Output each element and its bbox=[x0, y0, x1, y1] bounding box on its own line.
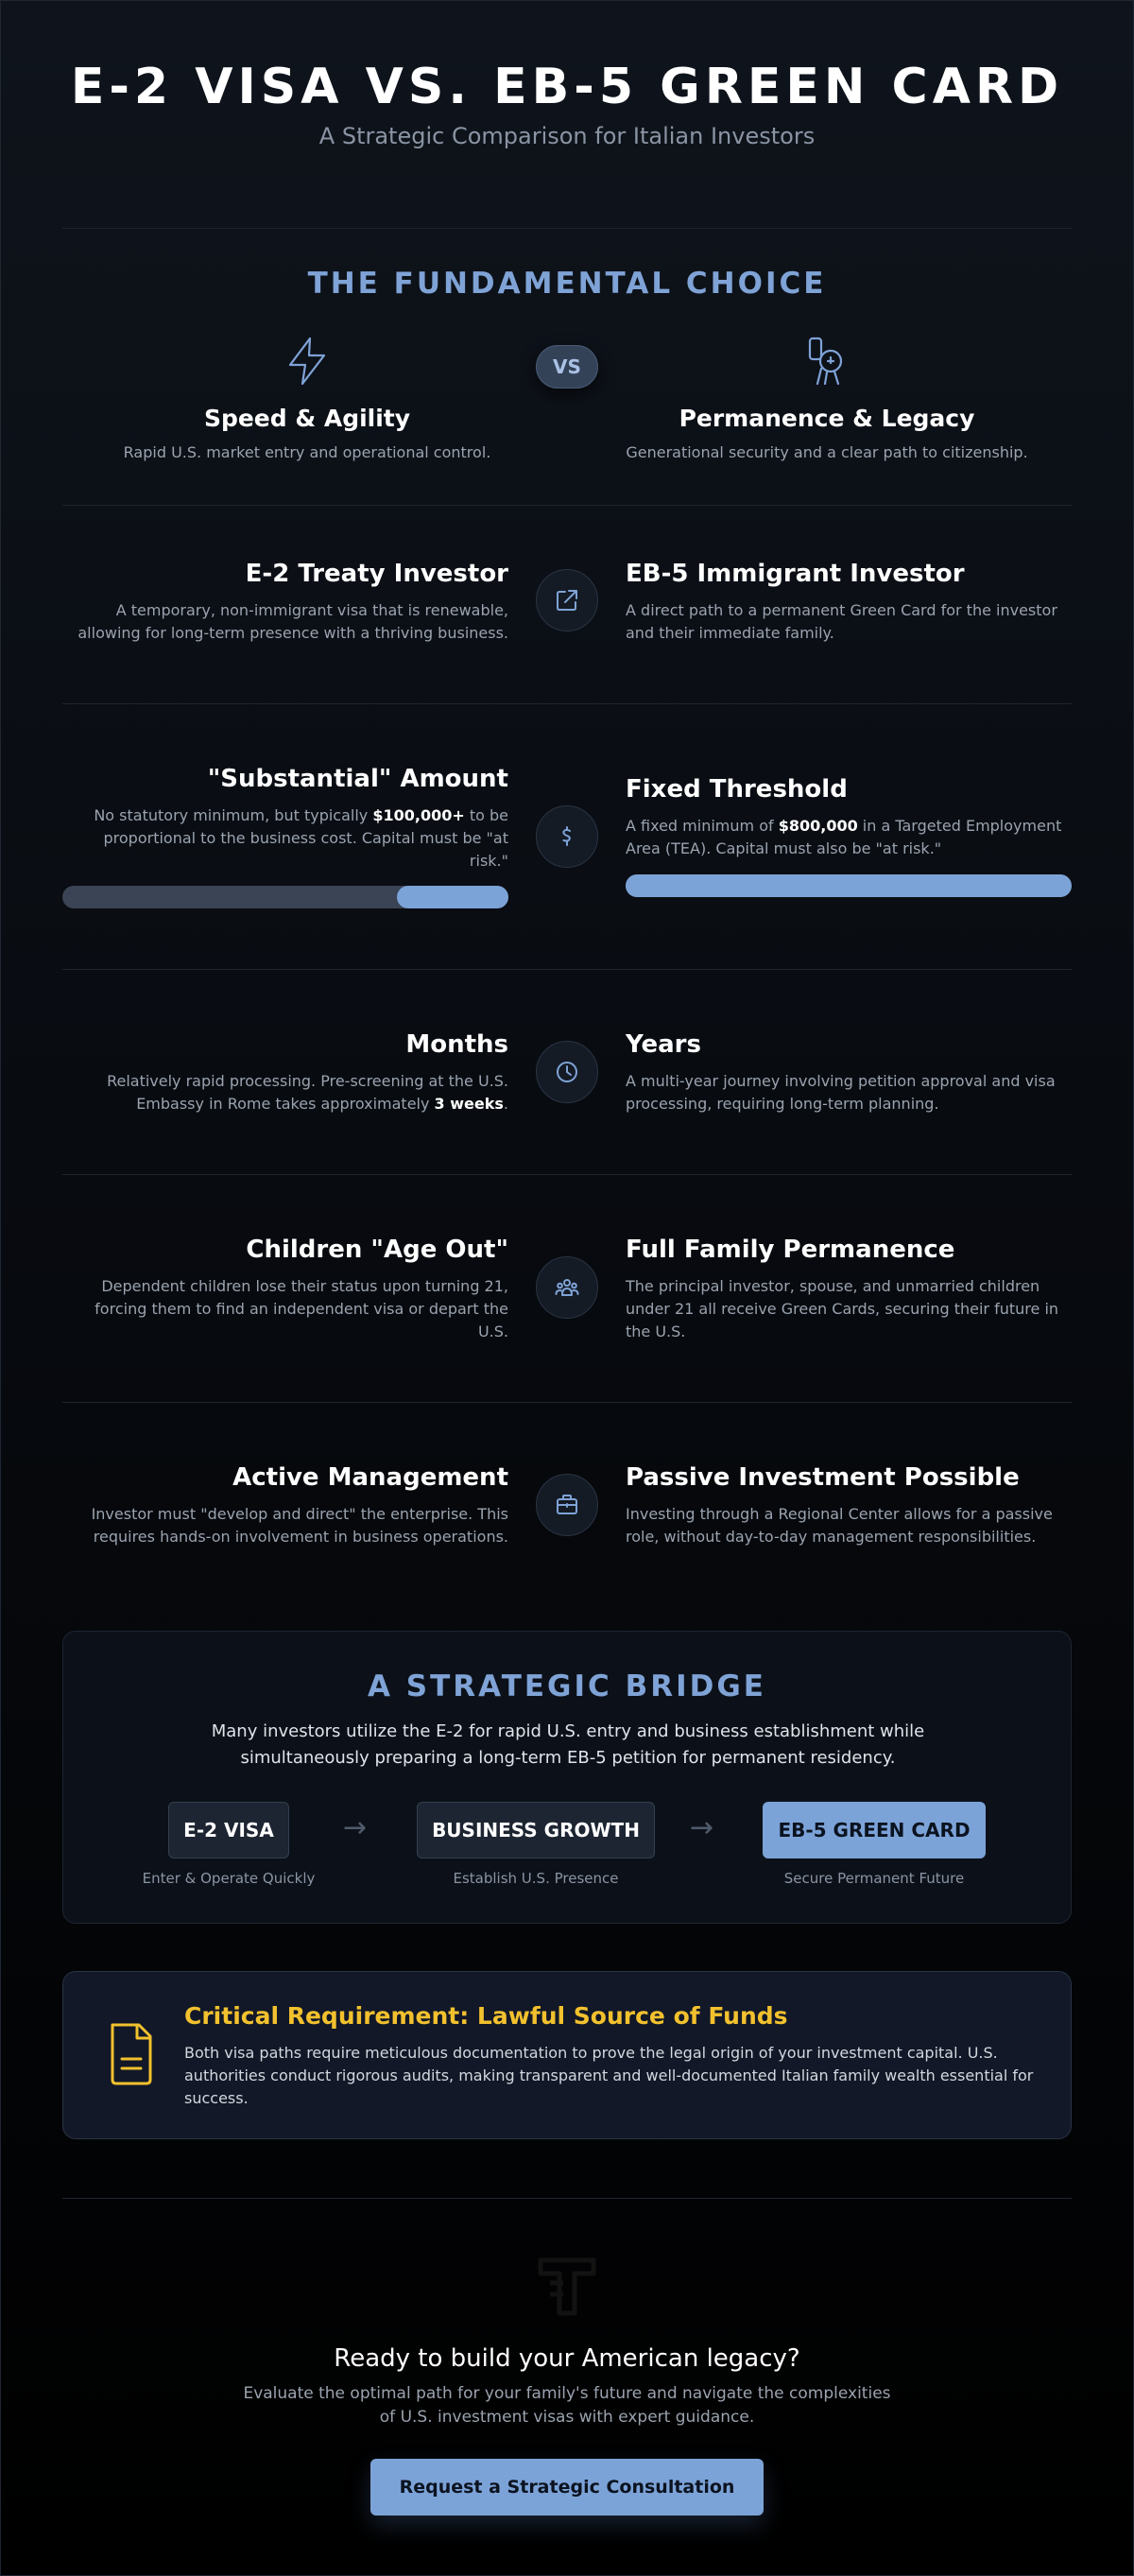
people-icon bbox=[553, 1273, 581, 1302]
e2-amount-heading: "Substantial" Amount bbox=[207, 765, 508, 793]
arrow-icon: → bbox=[690, 1811, 714, 1844]
eb5-amount-bar bbox=[626, 874, 1072, 897]
e2-amount-bar-fill bbox=[397, 886, 508, 908]
speed-column bbox=[90, 335, 524, 461]
permanence-text: Generational security and a clear path to citizenship. bbox=[626, 443, 1028, 461]
e2-management-text: Investor must "develop and direct" the enterprise. This requires hands-on involvement in business operations. bbox=[91, 1505, 508, 1546]
divider bbox=[62, 2198, 1072, 2199]
eb5-family-text: The principal investor, spouse, and unmarried children under 21 all receive Green Cards, securing their future in the U.S. bbox=[626, 1277, 1059, 1340]
step-eb5-green-card: EB-5 GREEN CARD bbox=[763, 1802, 986, 1859]
requirement-heading: Critical Requirement: Lawful Source of Funds bbox=[184, 2002, 788, 2030]
page-title: E-2 VISA VS. EB-5 GREEN CARD bbox=[70, 59, 1064, 115]
monogram-logo bbox=[535, 2255, 599, 2319]
e2-status-heading: E-2 Treaty Investor bbox=[245, 560, 508, 588]
divider bbox=[62, 505, 1072, 506]
e2-time-block bbox=[62, 1030, 508, 1115]
e2-status-block bbox=[62, 560, 508, 645]
e2-management-heading: Active Management bbox=[232, 1463, 508, 1492]
eb5-amount-bar-fill bbox=[626, 874, 1072, 897]
e2-time-heading: Months bbox=[405, 1030, 508, 1059]
eb5-amount-block bbox=[626, 775, 1072, 860]
e2-family-text: Dependent children lose their status upon turning 21, forcing them to find an independent visa or depart the U.S. bbox=[94, 1277, 508, 1340]
e2-amount-bar bbox=[62, 886, 508, 908]
bridge-title: A STRATEGIC BRIDGE bbox=[368, 1669, 766, 1703]
page-subtitle: A Strategic Comparison for Italian Investors bbox=[318, 123, 816, 149]
divider bbox=[62, 228, 1072, 229]
requirement-text: Both visa paths require meticulous documentation to prove the legal origin of your investment capital. U.S. authorities conduct rigorous audits, making transparent and well-documented Italian family wealth essential for success. bbox=[184, 2044, 1034, 2107]
divider bbox=[62, 703, 1072, 704]
eb5-amount-text: A fixed minimum of $800,000 in a Targeted Employment Area (TEA). Capital must also be "at risk." bbox=[626, 817, 1062, 857]
eb5-amount-heading: Fixed Threshold bbox=[626, 775, 848, 804]
step-e2-caption: Enter & Operate Quickly bbox=[142, 1870, 316, 1887]
divider bbox=[62, 969, 1072, 970]
step-e2-visa: E-2 VISA bbox=[168, 1802, 289, 1859]
eb5-management-text: Investing through a Regional Center allows for a passive role, without day-to-day management responsibilities. bbox=[626, 1505, 1053, 1546]
eb5-time-text: A multi-year journey involving petition approval and visa processing, requiring long-term planning. bbox=[626, 1072, 1056, 1113]
document-icon bbox=[101, 2021, 162, 2087]
divider bbox=[62, 1174, 1072, 1175]
clock-icon bbox=[553, 1058, 581, 1086]
speed-heading: Speed & Agility bbox=[203, 405, 411, 432]
e2-family-heading: Children "Age Out" bbox=[246, 1236, 508, 1264]
eb5-status-heading: EB-5 Immigrant Investor bbox=[626, 560, 965, 588]
eb5-status-text: A direct path to a permanent Green Card for the investor and their immediate family. bbox=[626, 601, 1057, 642]
family-tree-icon bbox=[800, 335, 853, 388]
step-growth-caption: Establish U.S. Presence bbox=[453, 1870, 619, 1887]
status-circle bbox=[536, 569, 598, 631]
permanence-heading: Permanence & Legacy bbox=[679, 405, 975, 432]
eb5-family-heading: Full Family Permanence bbox=[626, 1236, 955, 1264]
step-business-growth: BUSINESS GROWTH bbox=[417, 1802, 655, 1859]
management-circle bbox=[536, 1474, 598, 1536]
external-link-icon bbox=[553, 586, 581, 614]
amount-circle bbox=[536, 805, 598, 868]
lightning-icon bbox=[281, 335, 334, 388]
cta-heading: Ready to build your American legacy? bbox=[334, 2344, 800, 2373]
step-eb5-caption: Secure Permanent Future bbox=[783, 1870, 965, 1887]
divider bbox=[62, 1402, 1072, 1403]
e2-family-block bbox=[62, 1236, 508, 1343]
time-circle bbox=[536, 1041, 598, 1103]
dollar-icon bbox=[553, 822, 581, 851]
e2-status-text: A temporary, non-immigrant visa that is renewable, allowing for long-term presence with a thriving business. bbox=[77, 601, 508, 642]
consultation-button[interactable]: Request a Strategic Consultation bbox=[370, 2459, 764, 2515]
requirement-card bbox=[62, 1971, 1072, 2139]
briefcase-icon bbox=[553, 1491, 581, 1519]
permanence-column bbox=[610, 335, 1044, 461]
eb5-management-block bbox=[626, 1463, 1072, 1548]
e2-management-block bbox=[62, 1463, 508, 1548]
e2-amount-text: No statutory minimum, but typically $100,000+ to be proportional to the business cost. Capital must be "at risk." bbox=[94, 806, 508, 870]
speed-text: Rapid U.S. market entry and operational control. bbox=[123, 443, 491, 461]
vs-badge: VS bbox=[536, 345, 598, 389]
eb5-status-block bbox=[626, 560, 1072, 645]
eb5-time-block bbox=[626, 1030, 1072, 1115]
e2-time-text: Relatively rapid processing. Pre-screening at the U.S. Embassy in Rome takes approximately 3 weeks. bbox=[107, 1072, 508, 1113]
strategic-bridge-card bbox=[62, 1631, 1072, 1924]
arrow-icon: → bbox=[343, 1811, 368, 1844]
bridge-text: Many investors utilize the E-2 for rapid U.S. entry and business establishment while simultaneously preparing a long-term EB-5 petition for permanent residency. bbox=[211, 1721, 925, 1768]
cta-text: Evaluate the optimal path for your family's future and navigate the complexities of U.S. investment visas with expert guidance. bbox=[243, 2384, 891, 2427]
family-circle bbox=[536, 1256, 598, 1319]
eb5-family-block bbox=[626, 1236, 1072, 1343]
eb5-management-heading: Passive Investment Possible bbox=[626, 1463, 1020, 1492]
eb5-time-heading: Years bbox=[626, 1030, 701, 1059]
fundamental-title: THE FUNDAMENTAL CHOICE bbox=[307, 267, 827, 301]
e2-amount-block bbox=[62, 765, 508, 873]
